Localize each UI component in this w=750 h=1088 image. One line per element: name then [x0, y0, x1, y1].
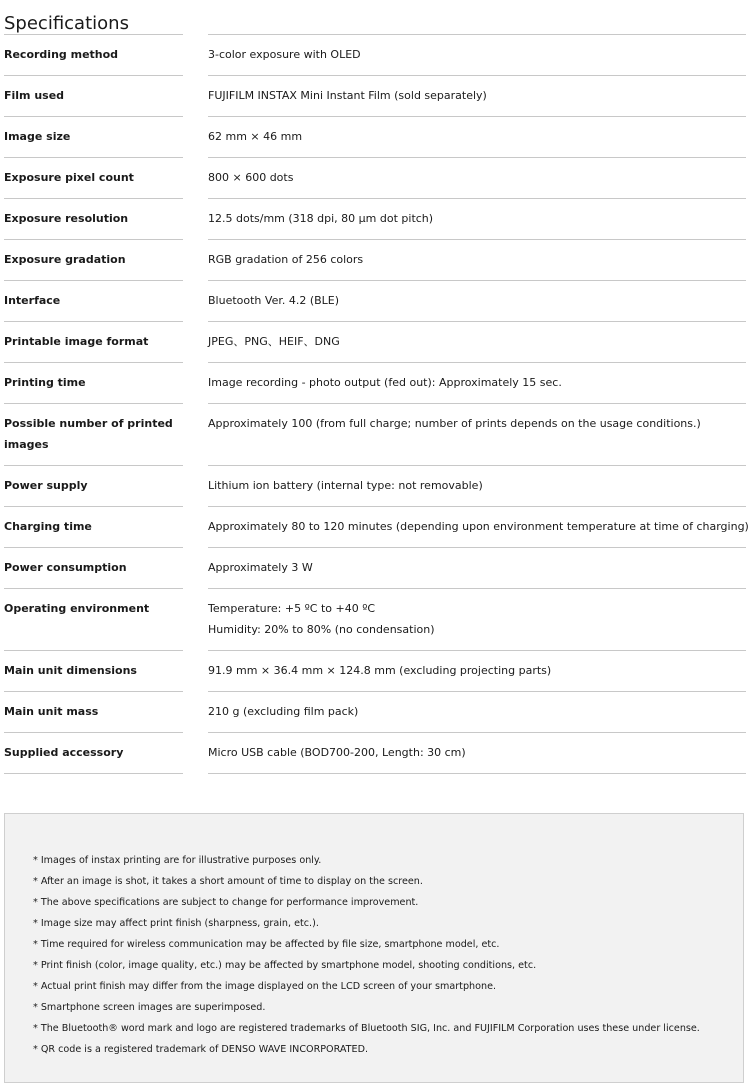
note-item: * Image size may affect print finish (sharpness, grain, etc.). — [33, 918, 319, 929]
spec-label: Power supply — [4, 479, 88, 492]
note-item: * Smartphone screen images are superimposed. — [33, 1002, 266, 1013]
spec-label: Exposure resolution — [4, 212, 129, 225]
spec-row — [0, 239, 750, 280]
spec-label: Operating environment — [4, 602, 150, 615]
spec-value-line: RGB gradation of 256 colors — [208, 253, 364, 266]
spec-value — [204, 732, 750, 773]
spec-value — [204, 650, 750, 691]
notes-box — [4, 813, 744, 1083]
spec-value — [204, 116, 750, 157]
spec-value — [204, 321, 750, 362]
spec-label: Main unit mass — [4, 705, 99, 718]
spec-value-line: Approximately 3 W — [208, 561, 313, 574]
spec-row — [0, 34, 750, 75]
spec-row — [0, 465, 750, 506]
spec-value — [204, 362, 750, 403]
spec-label: Exposure pixel count — [4, 171, 134, 184]
spec-row — [0, 732, 750, 773]
spec-row — [0, 403, 750, 465]
spec-value — [204, 547, 750, 588]
note-item: * QR code is a registered trademark of DENSO WAVE INCORPORATED. — [33, 1044, 369, 1055]
spec-value — [204, 198, 750, 239]
spec-row — [0, 588, 750, 650]
spec-value — [204, 506, 750, 547]
spec-row — [0, 691, 750, 732]
spec-label: Printing time — [4, 376, 86, 389]
note-item: * Images of instax printing are for illustrative purposes only. — [33, 855, 322, 866]
note-item: * Actual print finish may differ from the image displayed on the LCD screen of your smartphone. — [33, 981, 497, 992]
spec-row — [0, 116, 750, 157]
page-title: Specifications — [4, 13, 129, 35]
spec-value — [204, 691, 750, 732]
spec-value-line: JPEG、PNG、HEIF、DNG — [208, 335, 340, 348]
spec-value-line: 3-color exposure with OLED — [208, 48, 361, 61]
spec-value-line: 210 g (excluding film pack) — [208, 705, 359, 718]
spec-value — [204, 34, 750, 75]
spec-value — [204, 465, 750, 506]
spec-table — [0, 34, 750, 774]
note-item: * The above specifications are subject to change for performance improvement. — [33, 897, 419, 908]
spec-value-line: 12.5 dots/mm (318 dpi, 80 μm dot pitch) — [208, 212, 434, 225]
spec-value-line: Lithium ion battery (internal type: not removable) — [208, 479, 483, 492]
spec-label: Interface — [4, 294, 61, 307]
spec-label: Supplied accessory — [4, 746, 124, 759]
spec-value-line: Micro USB cable (BOD700-200, Length: 30 cm) — [208, 746, 466, 759]
spec-label: Possible number of printed images — [4, 417, 173, 451]
spec-value-line: 62 mm × 46 mm — [208, 130, 303, 143]
spec-table-bottom-rule — [0, 773, 750, 774]
spec-value-line: 91.9 mm × 36.4 mm × 124.8 mm (excluding projecting parts) — [208, 664, 552, 677]
spec-value-line: Approximately 80 to 120 minutes (depending upon environment temperature at time of charging) — [208, 520, 749, 533]
spec-value — [204, 157, 750, 198]
spec-value-line: Temperature: +5 ºC to +40 ºC — [208, 602, 376, 615]
spec-label: Charging time — [4, 520, 92, 533]
spec-value — [204, 403, 750, 444]
spec-row — [0, 650, 750, 691]
spec-value — [204, 75, 750, 116]
note-item: * After an image is shot, it takes a short amount of time to display on the screen. — [33, 876, 423, 887]
spec-value — [204, 239, 750, 280]
spec-row — [0, 198, 750, 239]
spec-label: Recording method — [4, 48, 119, 61]
spec-row — [0, 157, 750, 198]
spec-value-line: Approximately 100 (from full charge; number of prints depends on the usage conditions.) — [208, 417, 701, 430]
spec-value — [204, 588, 750, 650]
spec-value-line: Humidity: 20% to 80% (no condensation) — [208, 623, 435, 636]
spec-label: Main unit dimensions — [4, 664, 137, 677]
spec-row — [0, 321, 750, 362]
note-item: * The Bluetooth® word mark and logo are registered trademarks of Bluetooth SIG, Inc. and FUJIFILM Corporation uses these under license. — [33, 1023, 700, 1034]
spec-label: Image size — [4, 130, 71, 143]
spec-label: Exposure gradation — [4, 253, 126, 266]
spec-value-line: FUJIFILM INSTAX Mini Instant Film (sold separately) — [208, 89, 487, 102]
spec-value-line: Image recording - photo output (fed out): Approximately 15 sec. — [208, 376, 562, 389]
spec-row — [0, 362, 750, 403]
spec-label: Power consumption — [4, 561, 127, 574]
note-item: * Print finish (color, image quality, etc.) may be affected by smartphone model, shooting conditions, etc. — [33, 960, 537, 971]
spec-value-line: Bluetooth Ver. 4.2 (BLE) — [208, 294, 340, 307]
spec-value — [204, 280, 750, 321]
spec-row — [0, 547, 750, 588]
spec-row — [0, 280, 750, 321]
spec-label: Printable image format — [4, 335, 149, 348]
spec-label: Film used — [4, 89, 65, 102]
note-item: * Time required for wireless communication may be affected by file size, smartphone model, etc. — [33, 939, 500, 950]
spec-value-line: 800 × 600 dots — [208, 171, 294, 184]
spec-row — [0, 75, 750, 116]
spec-row — [0, 506, 750, 547]
